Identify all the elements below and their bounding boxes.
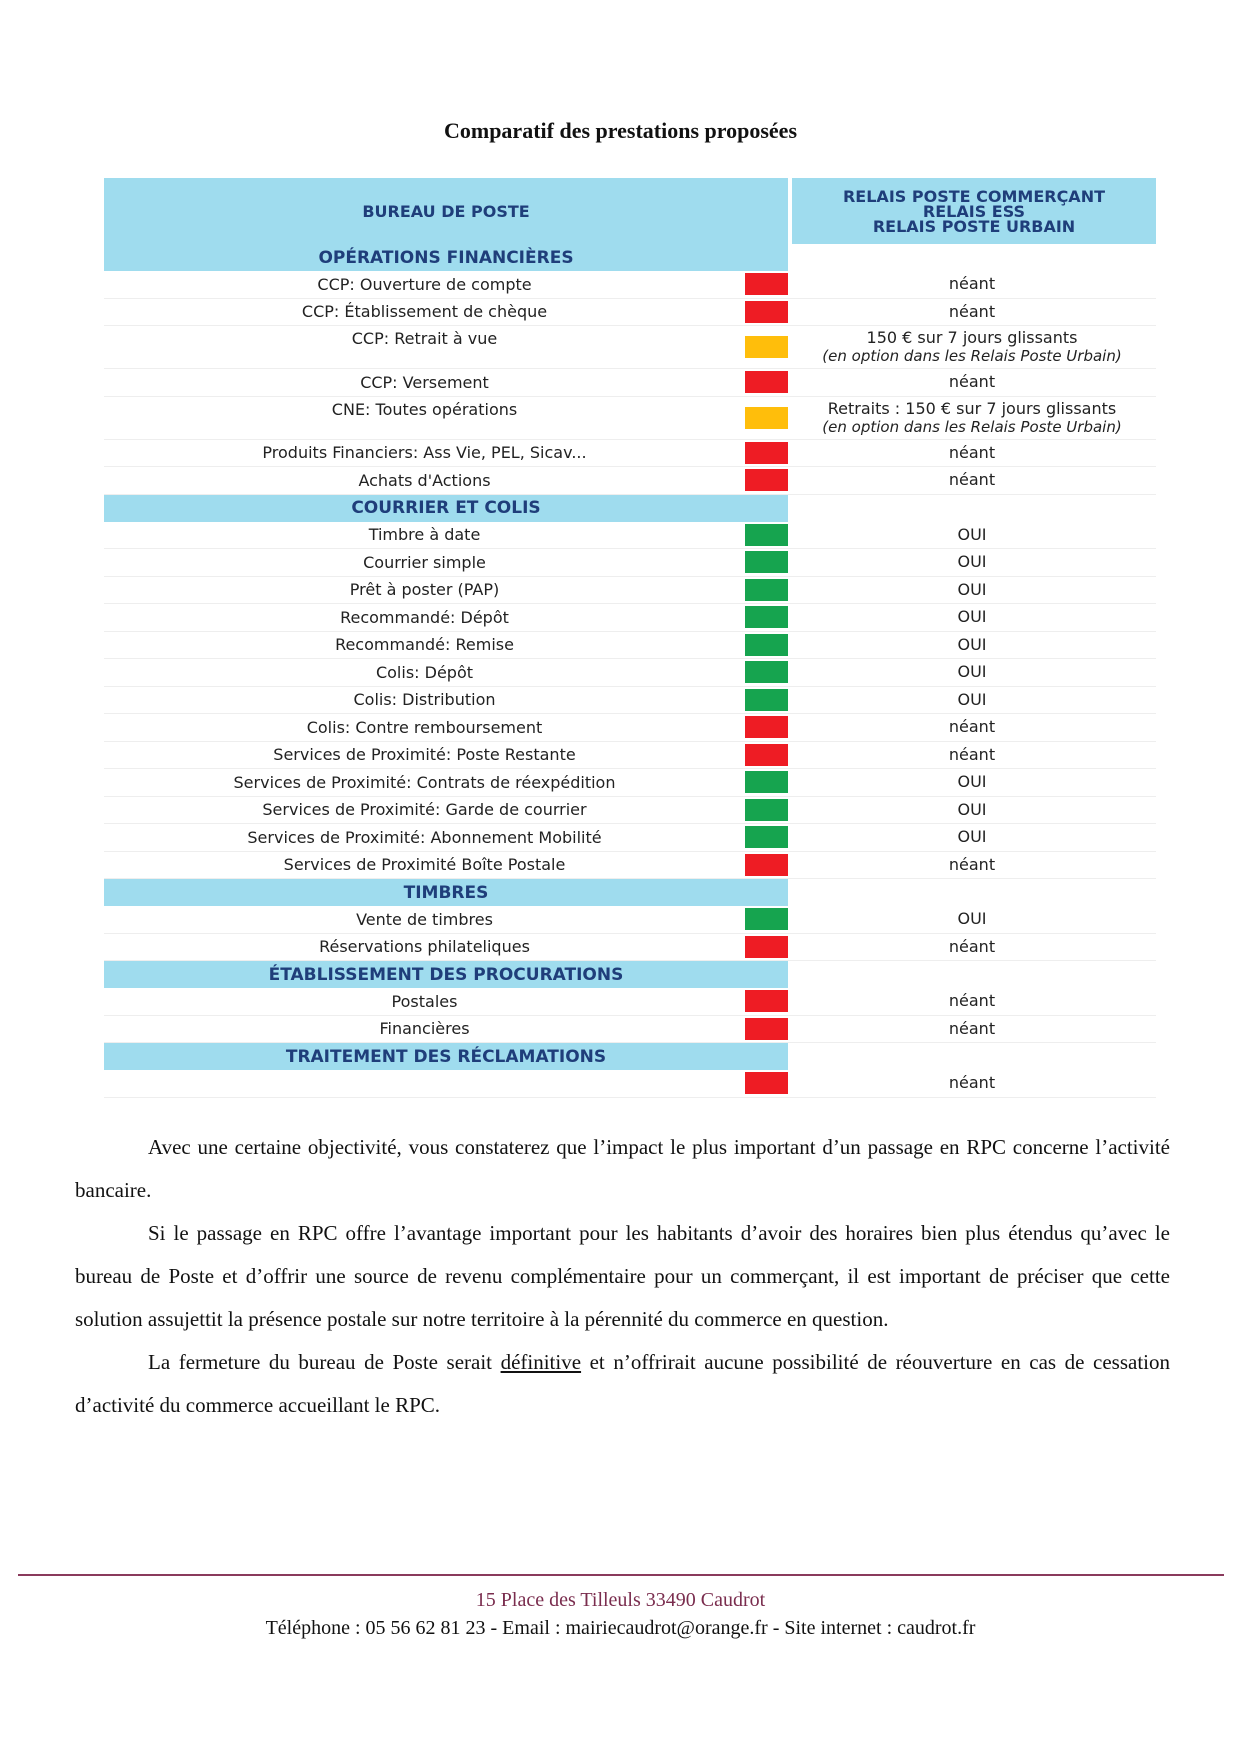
table-row <box>104 397 1156 440</box>
section-title: TIMBRES <box>104 879 788 906</box>
status-orange-square <box>745 336 788 358</box>
service-label: Financières <box>379 1019 470 1039</box>
relais-value-text: néant <box>948 1073 996 1093</box>
relais-value-text: OUI <box>957 579 987 599</box>
status-green-square <box>745 908 788 930</box>
status-red-square <box>745 936 788 958</box>
relais-value-text: néant <box>948 470 996 490</box>
relais-value <box>788 549 1156 576</box>
service-label: Services de Proximité: Abonnement Mobilité <box>247 827 602 847</box>
table-row <box>104 714 1156 742</box>
document-title: Comparatif des prestations proposées <box>443 118 798 143</box>
service-label: CNE: Toutes opérations <box>331 399 518 419</box>
relais-value <box>788 852 1156 879</box>
relais-value-text: néant <box>948 854 996 874</box>
table-row <box>104 549 1156 577</box>
relais-value-text: néant <box>948 991 996 1011</box>
table-body <box>104 244 1156 1098</box>
status-green-square <box>745 551 788 573</box>
relais-value <box>788 934 1156 961</box>
status-green-square <box>745 799 788 821</box>
body-text <box>75 1126 1170 1427</box>
paragraph-2: Si le passage en RPC offre l’avantage important pour les habitants d’avoir des horaires bien plus étendus qu’avec le bureau de Poste et d’offrir une source de revenu complémentaire pour un commerçant, il est important de préciser que cette solution assujettit la présence postale sur notre territoire à la pérennité du commerce en question. <box>75 1221 1170 1331</box>
service-label: CCP: Établissement de chèque <box>301 302 548 322</box>
table-row <box>104 326 1156 369</box>
status-red-square <box>745 716 788 738</box>
table-row <box>104 1070 1156 1098</box>
status-green-square <box>745 606 788 628</box>
status-green-square <box>745 634 788 656</box>
table-row <box>104 824 1156 852</box>
paragraph-3: La fermeture du bureau de Poste serait définitive et n’offrirait aucune possibilité de réouverture en cas de cessation d’activité du commerce accueillant le RPC. <box>75 1350 1170 1417</box>
table-row <box>104 440 1156 468</box>
relais-value-text: néant <box>948 274 996 294</box>
section-title: COURRIER ET COLIS <box>104 495 788 522</box>
table-row <box>104 1016 1156 1044</box>
relais-value <box>788 1016 1156 1043</box>
service-label: Vente de timbres <box>356 909 493 929</box>
relais-value <box>788 522 1156 549</box>
status-green-square <box>745 771 788 793</box>
paragraph-1: Avec une certaine objectivité, vous constaterez que l’impact le plus important d’un passage en RPC concerne l’activité bancaire. <box>75 1135 1170 1202</box>
relais-value <box>788 326 1156 368</box>
service-label: CCP: Ouverture de compte <box>317 274 532 294</box>
table-row <box>104 687 1156 715</box>
table-row <box>104 797 1156 825</box>
relais-value-text: néant <box>948 1018 996 1038</box>
relais-value <box>788 769 1156 796</box>
relais-value-note: (en option dans les Relais Poste Urbain) <box>822 347 1122 365</box>
table-row <box>104 906 1156 934</box>
section-header <box>104 495 1156 522</box>
service-label: Services de Proximité: Poste Restante <box>273 745 576 765</box>
relais-value <box>788 659 1156 686</box>
table-row <box>104 632 1156 660</box>
relais-value-text: OUI <box>957 634 987 654</box>
status-green-square <box>745 826 788 848</box>
relais-value <box>788 577 1156 604</box>
section-header <box>104 244 1156 271</box>
status-red-square <box>745 990 788 1012</box>
comparison-table <box>104 178 1156 1098</box>
relais-value-text: OUI <box>957 607 987 627</box>
table-row <box>104 659 1156 687</box>
table-row <box>104 769 1156 797</box>
relais-value-text: OUI <box>957 689 987 709</box>
relais-value <box>788 906 1156 933</box>
service-label: Produits Financiers: Ass Vie, PEL, Sicav... <box>262 443 587 463</box>
service-label: Colis: Dépôt <box>375 662 474 682</box>
relais-value <box>788 397 1156 439</box>
status-red-square <box>745 1072 788 1094</box>
table-row <box>104 299 1156 327</box>
relais-value <box>788 714 1156 741</box>
relais-value-text: Retraits : 150 € sur 7 jours glissants <box>827 398 1117 418</box>
section-header <box>104 879 1156 906</box>
status-green-square <box>745 524 788 546</box>
table-header <box>104 178 1156 244</box>
service-label: Postales <box>391 991 458 1011</box>
header-relais-poste <box>792 178 1156 244</box>
table-row <box>104 742 1156 770</box>
relais-value-note: (en option dans les Relais Poste Urbain) <box>822 417 1122 436</box>
footer-address: 15 Place des Tilleuls 33490 Caudrot <box>475 1589 766 1611</box>
relais-value-text: néant <box>948 442 996 462</box>
relais-value <box>788 824 1156 851</box>
relais-value <box>788 604 1156 631</box>
service-label: Services de Proximité: Contrats de réexpédition <box>233 772 616 792</box>
section-header <box>104 1043 1156 1070</box>
relais-value-text: néant <box>948 717 996 737</box>
table-row <box>104 467 1156 495</box>
relais-value <box>788 271 1156 298</box>
status-orange-square <box>745 407 788 429</box>
relais-value-text: OUI <box>957 552 987 572</box>
relais-value <box>788 687 1156 714</box>
relais-value <box>788 1070 1156 1097</box>
relais-value-text: OUI <box>957 662 987 682</box>
footer-contact: Téléphone : 05 56 62 81 23 - Email : mairiecaudrot@orange.fr - Site internet : caudrot.fr <box>265 1617 976 1639</box>
status-red-square <box>745 273 788 295</box>
relais-value-text: OUI <box>957 772 987 792</box>
relais-value-text: OUI <box>957 827 987 847</box>
header-relais-line: RELAIS POSTE URBAIN <box>872 216 1076 236</box>
relais-value <box>788 742 1156 769</box>
service-label: Colis: Contre remboursement <box>306 717 543 737</box>
service-label: Services de Proximité Boîte Postale <box>283 855 566 875</box>
relais-value-text: néant <box>948 744 996 764</box>
service-label: Recommandé: Dépôt <box>340 607 509 627</box>
header-relais-line: RELAIS ESS <box>922 201 1026 221</box>
status-red-square <box>745 744 788 766</box>
table-row <box>104 369 1156 397</box>
header-bureau-de-poste: BUREAU DE POSTE <box>104 178 788 244</box>
relais-value <box>788 988 1156 1015</box>
service-label: Prêt à poster (PAP) <box>349 580 500 600</box>
status-red-square <box>745 854 788 876</box>
relais-value <box>788 467 1156 494</box>
service-label: Timbre à date <box>368 525 481 545</box>
relais-value-text: néant <box>948 301 996 321</box>
service-label: Courrier simple <box>363 552 486 572</box>
table-row <box>104 988 1156 1016</box>
relais-value <box>788 632 1156 659</box>
relais-value-text: néant <box>948 372 996 392</box>
relais-value-text: OUI <box>957 909 987 929</box>
table-row <box>104 852 1156 880</box>
status-green-square <box>745 689 788 711</box>
relais-value-text: néant <box>948 936 996 956</box>
status-red-square <box>745 442 788 464</box>
status-red-square <box>745 371 788 393</box>
service-label: Services de Proximité: Garde de courrier <box>262 800 587 820</box>
table-row <box>104 604 1156 632</box>
relais-value <box>788 797 1156 824</box>
section-title: TRAITEMENT DES RÉCLAMATIONS <box>104 1043 788 1070</box>
underlined-word: définitive <box>500 1350 582 1374</box>
relais-value-text: OUI <box>957 524 987 544</box>
service-label: Recommandé: Remise <box>335 635 514 655</box>
service-label: Colis: Distribution <box>353 690 496 710</box>
relais-value <box>788 369 1156 396</box>
table-row <box>104 577 1156 605</box>
service-label: Achats d'Actions <box>358 470 491 490</box>
section-title: ÉTABLISSEMENT DES PROCURATIONS <box>104 961 788 988</box>
status-red-square <box>745 301 788 323</box>
service-label <box>104 1070 745 1097</box>
status-green-square <box>745 661 788 683</box>
table-row <box>104 522 1156 550</box>
service-label: CCP: Versement <box>360 372 489 392</box>
footer-divider <box>18 1574 1224 1576</box>
status-red-square <box>745 1018 788 1040</box>
relais-value-text: 150 € sur 7 jours glissants <box>866 328 1078 347</box>
table-row <box>104 271 1156 299</box>
status-red-square <box>745 469 788 491</box>
service-label: Réservations philateliques <box>319 937 530 957</box>
section-title: OPÉRATIONS FINANCIÈRES <box>104 244 788 271</box>
table-row <box>104 934 1156 962</box>
header-relais-line: RELAIS POSTE COMMERÇANT <box>842 186 1105 206</box>
relais-value-text: OUI <box>957 799 987 819</box>
service-label: CCP: Retrait à vue <box>351 329 498 348</box>
relais-value <box>788 440 1156 467</box>
relais-value <box>788 299 1156 326</box>
section-header <box>104 961 1156 988</box>
status-green-square <box>745 579 788 601</box>
